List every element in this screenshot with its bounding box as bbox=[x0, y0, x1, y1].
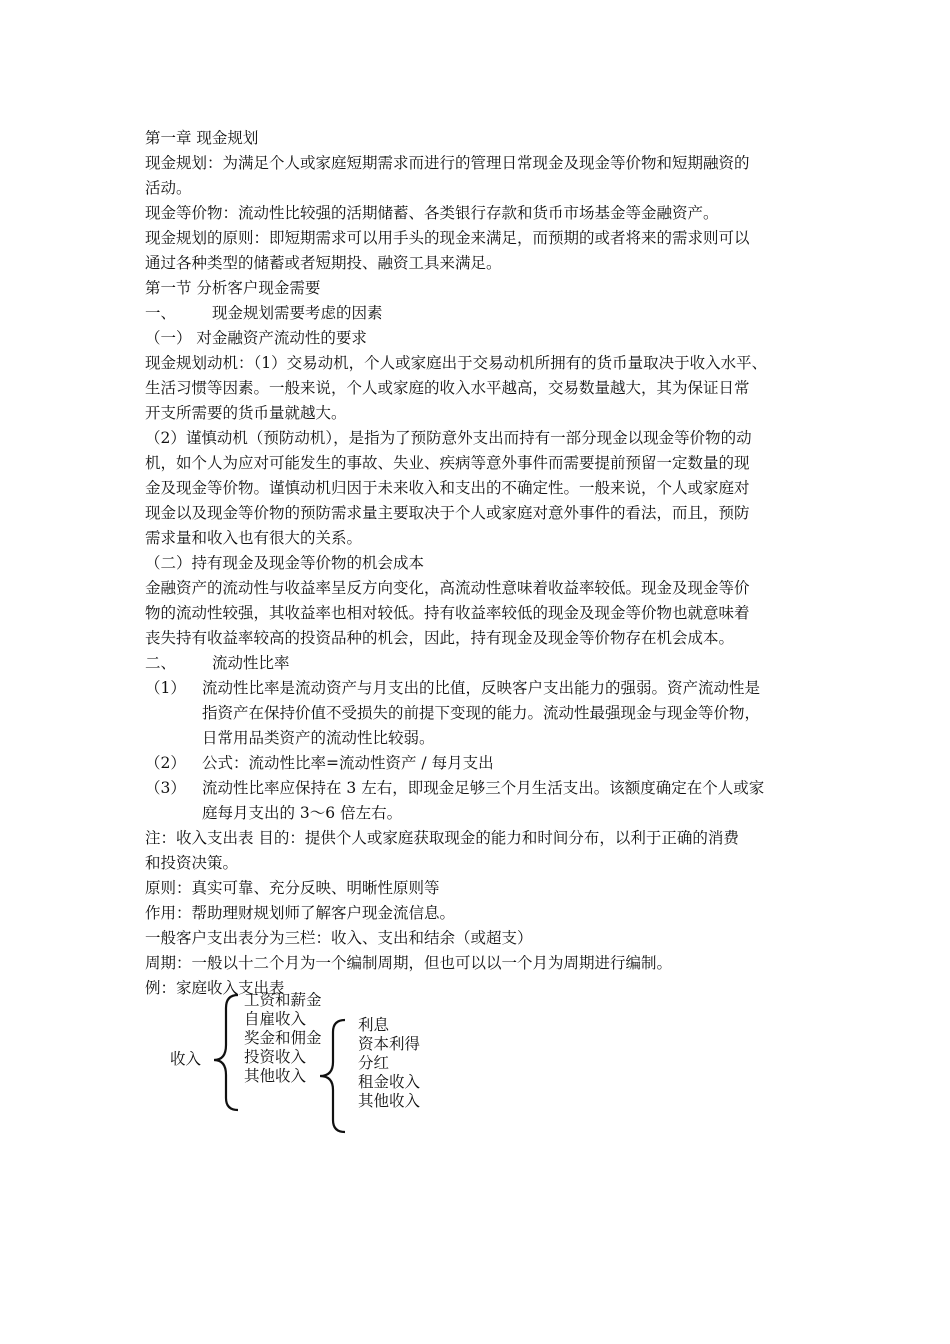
heading-2-number: 二、 bbox=[145, 654, 177, 672]
heading-2-text: 流动性比率 bbox=[212, 654, 290, 672]
list-item-1-number: （1） bbox=[145, 679, 186, 697]
diagram-root-income: 收入 bbox=[170, 1050, 202, 1068]
level2-item: 其他收入 bbox=[358, 1092, 421, 1110]
list-item-1-line1: 流动性比率是流动资产与月支出的比值，反映客户支出能力的强弱。资产流动性是 bbox=[202, 679, 761, 697]
paragraph-2-line2: 机，如个人为应对可能发生的事故、失业、疾病等意外事件而需要提前预留一定数量的现 bbox=[145, 454, 750, 472]
list-item-3-line2: 庭每月支出的 3～6 倍左右。 bbox=[202, 804, 403, 822]
note-line1: 注：收入支出表 目的：提供个人或家庭获取现金的能力和时间分布，以利于正确的消费 bbox=[145, 829, 739, 847]
paragraph-1-line3: 开支所需要的货币量就越大。 bbox=[145, 404, 347, 422]
heading-1-number: 一、 bbox=[145, 304, 177, 322]
note-line2: 和投资决策。 bbox=[145, 854, 239, 872]
example-caption: 例：家庭收入支出表 bbox=[145, 979, 285, 997]
principle-statement: 原则：真实可靠、充分反映、明晰性原则等 bbox=[145, 879, 440, 897]
level2-item: 租金收入 bbox=[358, 1073, 421, 1091]
level1-item: 其他收入 bbox=[244, 1067, 307, 1085]
list-item-1-line3: 日常用品类资产的流动性比较弱。 bbox=[202, 729, 435, 747]
list-item-3-line1: 流动性比率应保持在 3 左右，即现金足够三个月生活支出。该额度确定在个人或家 bbox=[202, 779, 765, 797]
level2-item: 利息 bbox=[358, 1016, 390, 1034]
list-item-1-line2: 指资产在保持价值不受损失的前提下变现的能力。流动性最强现金与现金等价物， bbox=[202, 704, 761, 722]
level2-item: 资本利得 bbox=[358, 1035, 421, 1053]
paragraph-2-line3: 金及现金等价物。谨慎动机归因于未来收入和支出的不确定性。一般来说，个人或家庭对 bbox=[145, 479, 750, 497]
definition-cash-planning-line1: 现金规划：为满足个人或家庭短期需求而进行的管理日常现金及现金等价物和短期融资的 bbox=[145, 154, 750, 172]
paragraph-3-line1: 金融资产的流动性与收益率呈反方向变化，高流动性意味着收益率较低。现金及现金等价 bbox=[145, 579, 750, 597]
paragraph-2-line1: （2）谨慎动机（预防动机），是指为了预防意外支出而持有一部分现金以现金等价物的动 bbox=[145, 429, 752, 447]
level2-item: 分红 bbox=[358, 1054, 390, 1072]
level1-item: 工资和薪金 bbox=[244, 991, 322, 1009]
list-item-2-number: （2） bbox=[145, 754, 186, 772]
role-statement: 作用：帮助理财规划师了解客户现金流信息。 bbox=[145, 904, 456, 922]
principle-line1: 现金规划的原则：即短期需求可以用手头的现金来满足，而预期的或者将来的需求则可以 bbox=[145, 229, 750, 247]
paragraph-2-line5: 需求量和收入也有很大的关系。 bbox=[145, 529, 363, 547]
subheading-2: （二）持有现金及现金等价物的机会成本 bbox=[145, 554, 425, 572]
list-item-2-line1: 公式：流动性比率=流动性资产 / 每月支出 bbox=[202, 754, 494, 772]
paragraph-3-line2: 物的流动性较强，其收益率也相对较低。持有收益率较低的现金及现金等价物也就意味着 bbox=[145, 604, 750, 622]
columns-statement: 一般客户支出表分为三栏：收入、支出和结余（或超支） bbox=[145, 929, 533, 947]
subheading-1: （一） 对金融资产流动性的要求 bbox=[145, 329, 367, 347]
paragraph-3-line3: 丧失持有收益率较高的投资品种的机会，因此，持有现金及现金等价物存在机会成本。 bbox=[145, 629, 735, 647]
heading-1-text: 现金规划需要考虑的因素 bbox=[212, 304, 383, 322]
level1-item: 奖金和佣金 bbox=[244, 1029, 322, 1047]
principle-line2: 通过各种类型的储蓄或者短期投、融资工具来满足。 bbox=[145, 254, 502, 272]
section-title: 第一节 分析客户现金需要 bbox=[145, 279, 321, 297]
level1-item: 投资收入 bbox=[244, 1048, 307, 1066]
paragraph-2-line4: 现金以及现金等价物的预防需求量主要取决于个人或家庭对意外事件的看法，而且，预防 bbox=[145, 504, 750, 522]
definition-cash-planning-line2: 活动。 bbox=[145, 179, 192, 197]
list-item-3-number: （3） bbox=[145, 779, 186, 797]
level1-item: 自雇收入 bbox=[244, 1010, 307, 1028]
chapter-title: 第一章 现金规划 bbox=[145, 129, 259, 147]
period-statement: 周期：一般以十二个月为一个编制周期，但也可以以一个月为周期进行编制。 bbox=[145, 954, 673, 972]
paragraph-1-line2: 生活习惯等因素。一般来说，个人或家庭的收入水平越高，交易数量越大，其为保证日常 bbox=[145, 379, 750, 397]
definition-cash-equivalents: 现金等价物：流动性比较强的活期储蓄、各类银行存款和货币市场基金等金融资产。 bbox=[145, 204, 719, 222]
paragraph-1-line1: 现金规划动机：（1）交易动机，个人或家庭出于交易动机所拥有的货币量取决于收入水平、 bbox=[145, 354, 768, 372]
